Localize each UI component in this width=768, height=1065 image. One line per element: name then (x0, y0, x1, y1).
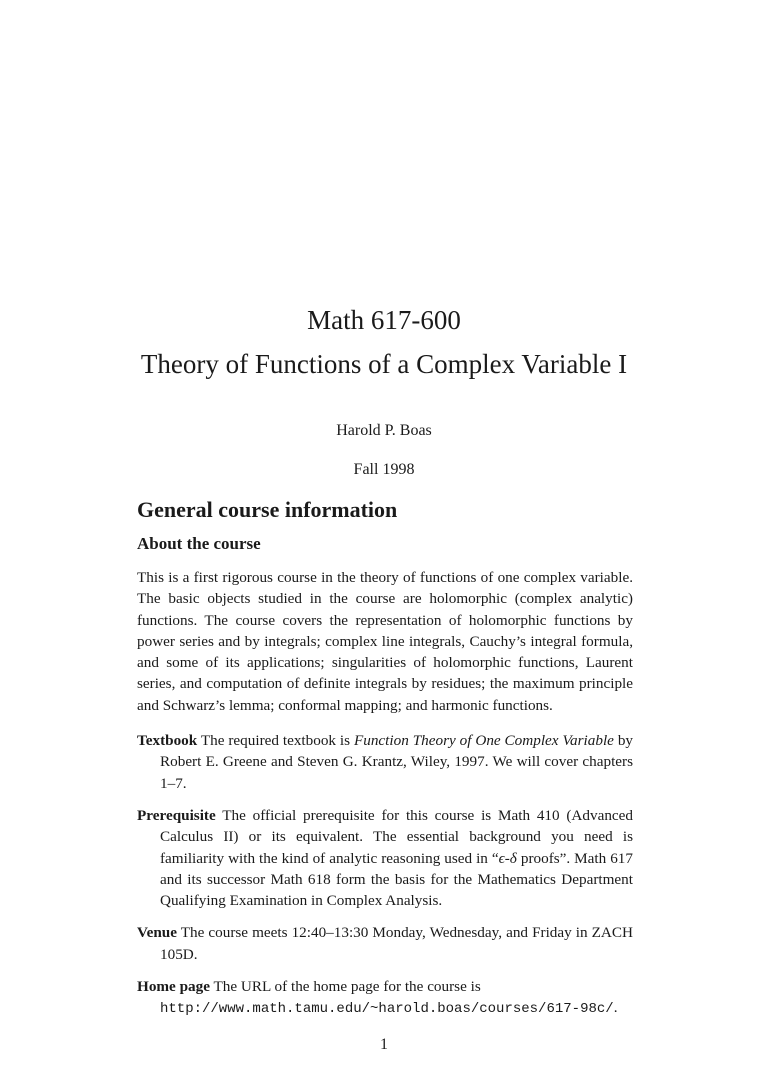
textbook-text: The required textbook is (200, 732, 351, 750)
url-period: . (613, 999, 618, 1017)
home-page-item (137, 976, 633, 1021)
course-url[interactable]: http://www.math.tamu.edu/~harold.boas/courses/617-98c/ (160, 1001, 614, 1018)
venue-item (137, 922, 633, 965)
home-page-text: The URL of the home page for the course is (213, 978, 481, 996)
term: Fall 1998 (353, 461, 415, 478)
prerequisite-item (137, 805, 633, 911)
prerequisite-text: The official prerequisite for this course is Math 410 (Advanced Calculus II) or its equivalent. The essential background you need is familiarity with the kind of analytic reasoning used in “ (160, 806, 633, 867)
textbook-label: Textbook (137, 732, 198, 750)
prerequisite-text-end: proofs”. Math 617 and its successor Math 618 form the basis for the Mathematics Department Qualifying Examination in Complex Analysis. (160, 849, 633, 910)
author: Harold P. Boas (336, 422, 432, 439)
document-title (0, 298, 768, 386)
textbook-item (137, 730, 633, 794)
title-line-2: Theory of Functions of a Complex Variable I (140, 349, 628, 379)
section-heading: General course information (137, 497, 398, 522)
venue-text: The course meets 12:40–13:30 Monday, Wednesday, and Friday in ZACH 105D. (160, 924, 633, 963)
textbook-details: by Robert E. Greene and Steven G. Krantz, Wiley, 1997. We will cover chapters 1–7. (160, 732, 633, 792)
title-line-1: Math 617-600 (307, 305, 461, 335)
body-column (137, 496, 633, 1021)
prerequisite-label: Prerequisite (137, 806, 216, 824)
subsection-heading: About the course (137, 534, 261, 553)
venue-label: Venue (137, 924, 177, 942)
page-number: 1 (380, 1035, 388, 1053)
intro-paragraph: This is a first rigorous course in the theory of functions of one complex variable. The basic objects studied in the course are holomorphic (complex analytic) functions. The course covers the representation of holomorphic functions by power series and by integrals; complex line integrals, Cauchy’s integral formula, and some of its applications; singularities of holomorphic functions, Laurent series, and computation of definite integrals by residues; the maximum principle and Schwarz’s lemma; conformal mapping; and harmonic functions. (137, 569, 633, 714)
textbook-title: Function Theory of One Complex Variable (353, 732, 614, 750)
front-matter (0, 0, 768, 480)
home-page-label: Home page (137, 978, 210, 996)
epsilon-delta-math: ϵ-δ (498, 849, 517, 867)
